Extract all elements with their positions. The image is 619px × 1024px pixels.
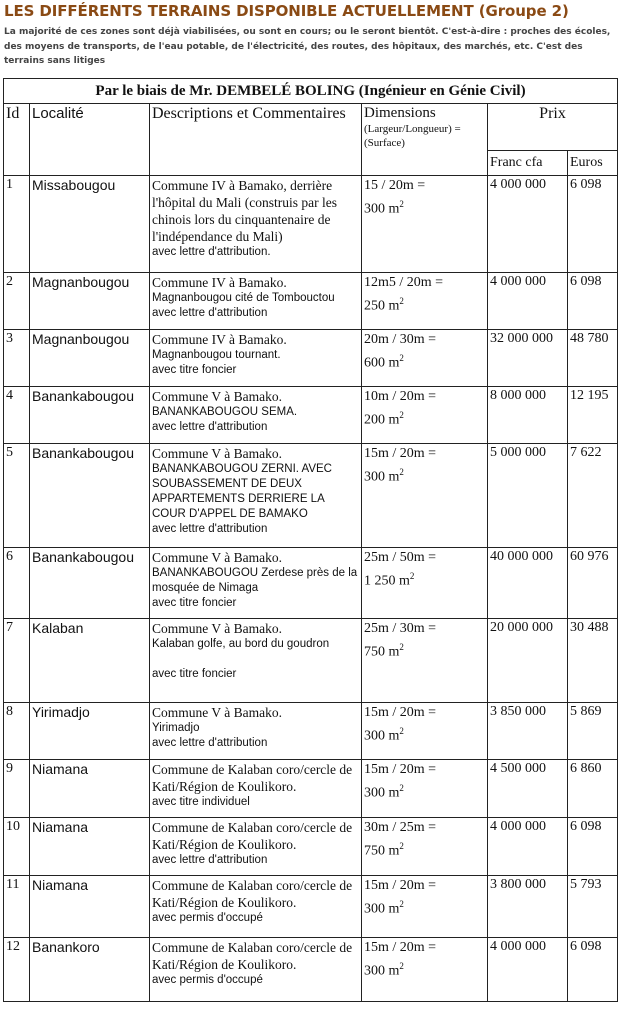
row-dimension-value: 30m / 25m =	[364, 820, 437, 835]
row-localite: Banankabougou	[30, 444, 150, 548]
row-title-type: avec titre foncier	[152, 364, 237, 376]
row-dimension-value: 25m / 50m =	[364, 550, 437, 565]
row-surface-unit: 2	[399, 296, 404, 306]
header-localite: Localité	[30, 104, 150, 176]
header-prix: Prix	[488, 104, 618, 151]
row-surface-unit: 2	[399, 642, 404, 652]
row-id: 7	[4, 619, 30, 703]
row-surface: 600 m	[364, 355, 400, 371]
table-row	[4, 176, 618, 273]
row-dimensions	[362, 273, 488, 330]
row-dimensions	[362, 548, 488, 619]
row-title-type: avec titre foncier	[152, 668, 237, 680]
header-id: Id	[4, 104, 30, 176]
table-row	[4, 548, 618, 619]
row-note: Yirimadjo	[152, 722, 200, 734]
row-franc: 5 000 000	[488, 444, 568, 548]
row-surface: 300 m	[364, 728, 400, 744]
row-dimension-value: 15m / 20m =	[364, 705, 437, 720]
row-surface-unit: 2	[399, 467, 404, 477]
row-localite: Banankabougou	[30, 387, 150, 444]
row-note: BANANKABOUGOU ZERNI. AVEC SOUBASSEMENT DE DEUX APPARTEMENTS DERRIERE LA COUR D'APPEL DE BAMAKO	[152, 463, 332, 520]
row-description-cell	[150, 619, 362, 703]
row-franc: 3 850 000	[488, 703, 568, 760]
row-id: 2	[4, 273, 30, 330]
table-row	[4, 938, 618, 1002]
row-localite: Magnanbougou	[30, 273, 150, 330]
row-id: 1	[4, 176, 30, 273]
row-note: Magnanbougou tournant.	[152, 349, 281, 361]
table-row	[4, 619, 618, 703]
row-spacer	[152, 652, 359, 667]
row-euros: 12 195	[568, 387, 618, 444]
row-description-cell	[150, 273, 362, 330]
row-id: 8	[4, 703, 30, 760]
row-euros: 30 488	[568, 619, 618, 703]
row-id: 12	[4, 938, 30, 1002]
row-surface-unit: 2	[399, 353, 404, 363]
row-dimension-value: 15m / 20m =	[364, 940, 437, 955]
row-description: Commune de Kalaban coro/cercle de Kati/Région de Koulikoro.	[152, 762, 353, 794]
row-description: Commune de Kalaban coro/cercle de Kati/Région de Koulikoro.	[152, 940, 353, 972]
row-euros: 6 098	[568, 818, 618, 876]
row-dimensions	[362, 876, 488, 938]
row-franc: 4 000 000	[488, 818, 568, 876]
row-localite: Yirimadjo	[30, 703, 150, 760]
row-description: Commune V à Bamako.	[152, 621, 282, 636]
table-row	[4, 444, 618, 548]
row-dimension-value: 15m / 20m =	[364, 446, 437, 461]
row-description: Commune IV à Bamako.	[152, 332, 287, 347]
row-surface: 300 m	[364, 201, 400, 217]
row-id: 11	[4, 876, 30, 938]
row-title-type: avec permis d'occupé	[152, 912, 263, 924]
table-row	[4, 876, 618, 938]
row-dimensions	[362, 619, 488, 703]
banner-row	[4, 79, 618, 104]
row-franc: 20 000 000	[488, 619, 568, 703]
row-dimensions	[362, 387, 488, 444]
header-dimensions	[362, 104, 488, 176]
header-row	[4, 104, 618, 151]
row-franc: 3 800 000	[488, 876, 568, 938]
row-title-type: avec lettre d'attribution	[152, 307, 268, 319]
row-description: Commune de Kalaban coro/cercle de Kati/Région de Koulikoro.	[152, 820, 353, 852]
row-euros: 48 780	[568, 330, 618, 387]
row-localite: Kalaban	[30, 619, 150, 703]
page-title: LES DIFFÉRENTS TERRAINS DISPONIBLE ACTUELLEMENT (Groupe 2)	[4, 2, 569, 20]
row-surface: 300 m	[364, 785, 400, 801]
row-description: Commune V à Bamako.	[152, 389, 282, 404]
row-dimension-value: 15 / 20m =	[364, 178, 426, 193]
row-localite: Magnanbougou	[30, 330, 150, 387]
row-dimension-value: 12m5 / 20m =	[364, 275, 444, 290]
row-dimension-value: 10m / 20m =	[364, 389, 437, 404]
row-id: 4	[4, 387, 30, 444]
row-euros: 6 098	[568, 938, 618, 1002]
row-franc: 4 500 000	[488, 760, 568, 818]
row-description: Commune IV à Bamako.	[152, 275, 287, 290]
row-description-cell	[150, 876, 362, 938]
row-franc: 40 000 000	[488, 548, 568, 619]
row-surface: 750 m	[364, 843, 400, 859]
row-euros: 6 098	[568, 273, 618, 330]
row-description: Commune de Kalaban coro/cercle de Kati/Région de Koulikoro.	[152, 878, 353, 910]
row-id: 10	[4, 818, 30, 876]
row-surface-unit: 2	[399, 199, 404, 209]
row-surface: 300 m	[364, 469, 400, 485]
row-dimensions	[362, 938, 488, 1002]
row-title-type: avec lettre d'attribution	[152, 737, 268, 749]
row-surface: 300 m	[364, 963, 400, 979]
row-description-cell	[150, 330, 362, 387]
row-description-cell	[150, 703, 362, 760]
row-franc: 4 000 000	[488, 273, 568, 330]
row-description-cell	[150, 548, 362, 619]
banner-text: Par le biais de Mr. DEMBELÉ BOLING (Ingénieur en Génie Civil)	[4, 79, 618, 104]
row-localite: Banankoro	[30, 938, 150, 1002]
row-note: BANANKABOUGOU Zerdese près de la mosquée de Nimaga	[152, 567, 358, 594]
row-dimensions	[362, 760, 488, 818]
row-surface: 250 m	[364, 298, 400, 314]
row-description: Commune V à Bamako.	[152, 705, 282, 720]
row-dimensions	[362, 330, 488, 387]
row-dimension-value: 25m / 30m =	[364, 621, 437, 636]
row-title-type: avec lettre d'attribution.	[152, 246, 271, 258]
row-surface-unit: 2	[399, 899, 404, 909]
row-surface: 300 m	[364, 901, 400, 917]
row-localite: Missabougou	[30, 176, 150, 273]
row-id: 5	[4, 444, 30, 548]
row-title-type: avec titre individuel	[152, 796, 250, 808]
row-franc: 8 000 000	[488, 387, 568, 444]
intro-text: La majorité de ces zones sont déjà viabilisées, ou sont en cours; ou le seront bientôt. C'est-à-dire : proches des écoles, des moyens de transports, de l'eau potable, de l'électricité, des routes, des hôpitaux, des marchés, etc. C'est des terrains sans litiges	[4, 27, 611, 66]
row-franc: 4 000 000	[488, 176, 568, 273]
row-dimensions	[362, 176, 488, 273]
row-surface: 750 m	[364, 644, 400, 660]
row-surface-unit: 2	[399, 961, 404, 971]
row-dimensions	[362, 703, 488, 760]
table-row	[4, 273, 618, 330]
row-title-type: avec titre foncier	[152, 597, 237, 609]
header-euros: Euros	[568, 151, 618, 176]
row-surface-unit: 2	[409, 571, 415, 581]
row-description-cell	[150, 938, 362, 1002]
row-franc: 32 000 000	[488, 330, 568, 387]
row-localite: Niamana	[30, 876, 150, 938]
table-row	[4, 818, 618, 876]
row-surface-unit: 2	[399, 783, 404, 793]
row-note: Kalaban golfe, au bord du goudron	[152, 638, 330, 650]
row-euros: 5 793	[568, 876, 618, 938]
row-surface-unit: 2	[399, 726, 404, 736]
row-surface-unit: 2	[399, 410, 404, 420]
row-euros: 60 976	[568, 548, 618, 619]
row-localite: Niamana	[30, 760, 150, 818]
row-surface: 1 250 m	[364, 573, 410, 589]
row-localite: Niamana	[30, 818, 150, 876]
row-id: 6	[4, 548, 30, 619]
row-dimensions	[362, 444, 488, 548]
row-id: 3	[4, 330, 30, 387]
row-description-cell	[150, 444, 362, 548]
header-descriptions: Descriptions et Commentaires	[150, 104, 362, 176]
row-description-cell	[150, 818, 362, 876]
row-description: Commune V à Bamako.	[152, 550, 282, 565]
row-localite: Banankabougou	[30, 548, 150, 619]
row-euros: 6 098	[568, 176, 618, 273]
header-dimensions-label: Dimensions	[364, 105, 436, 121]
row-id: 9	[4, 760, 30, 818]
row-note: BANANKABOUGOU SEMA.	[152, 406, 298, 418]
row-description-cell	[150, 760, 362, 818]
row-dimension-value: 15m / 20m =	[364, 878, 437, 893]
row-description-cell	[150, 387, 362, 444]
row-dimension-value: 15m / 20m =	[364, 762, 437, 777]
table-row	[4, 330, 618, 387]
table-row	[4, 703, 618, 760]
table-row	[4, 760, 618, 818]
row-surface: 200 m	[364, 412, 400, 428]
row-euros: 7 622	[568, 444, 618, 548]
row-description-cell	[150, 176, 362, 273]
row-title-type: avec lettre d'attribution	[152, 523, 268, 535]
row-franc: 4 000 000	[488, 938, 568, 1002]
row-description: Commune V à Bamako.	[152, 446, 282, 461]
header-dimensions-sub: (Largeur/Longueur) = (Surface)	[364, 123, 461, 149]
row-title-type: avec lettre d'attribution	[152, 421, 268, 433]
row-dimension-value: 20m / 30m =	[364, 332, 437, 347]
row-surface-unit: 2	[399, 841, 404, 851]
header-franc: Franc cfa	[488, 151, 568, 176]
row-euros: 5 869	[568, 703, 618, 760]
terrains-table	[3, 78, 618, 1002]
row-note: Magnanbougou cité de Tombouctou	[152, 292, 335, 304]
row-title-type: avec permis d'occupé	[152, 974, 263, 986]
row-dimensions	[362, 818, 488, 876]
row-euros: 6 860	[568, 760, 618, 818]
row-description: Commune IV à Bamako, derrière l'hôpital du Mali (construis par les chinois lors du cinquantenaire de l'indépendance du Mali)	[152, 178, 338, 244]
table-row	[4, 387, 618, 444]
row-title-type: avec lettre d'attribution	[152, 854, 268, 866]
